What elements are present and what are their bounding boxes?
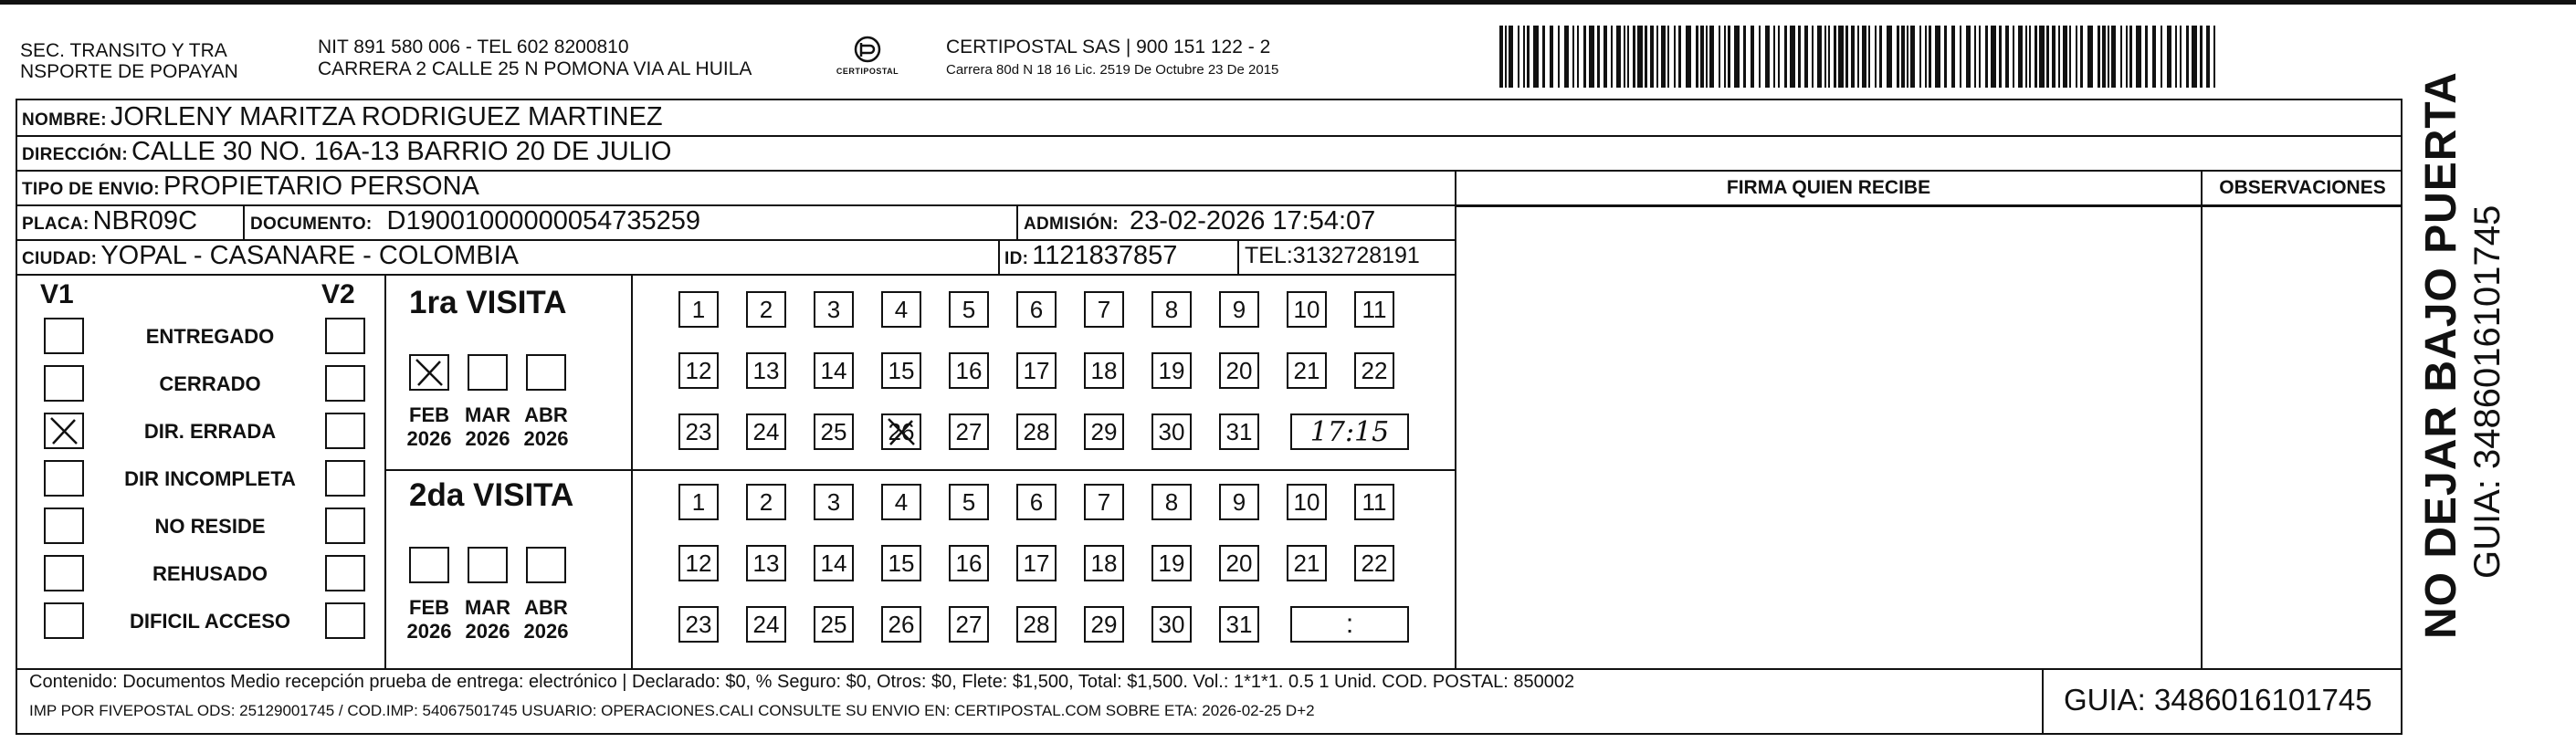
v2-checkbox[interactable] — [325, 460, 365, 497]
ciudad-row — [22, 241, 519, 271]
day-box[interactable]: 29 — [1084, 606, 1124, 643]
day-box[interactable]: 2 — [746, 291, 786, 328]
status-label: CERRADO — [159, 372, 261, 395]
direccion-label: DIRECCIÓN: — [22, 145, 128, 164]
obs-left-divider — [2201, 170, 2203, 670]
month-label: FEB 2026 — [406, 403, 452, 450]
placa-value: NBR09C — [92, 206, 198, 235]
placa-label: PLACA: — [22, 215, 89, 234]
month-label: ABR 2026 — [523, 403, 569, 450]
placa-divider — [243, 204, 245, 239]
day-box[interactable]: 2 — [746, 484, 786, 520]
day-box[interactable]: 8 — [1151, 484, 1192, 520]
day-box[interactable]: 30 — [1151, 606, 1192, 643]
status-label: REHUSADO — [152, 562, 268, 585]
v1-header: V1 — [40, 279, 74, 309]
documento-row — [250, 206, 700, 236]
day-box[interactable]: 15 — [881, 352, 921, 389]
id-row — [1004, 241, 1177, 271]
day-box[interactable]: 13 — [746, 352, 786, 389]
firma-left-divider — [1455, 170, 1456, 670]
day-box[interactable]: 10 — [1287, 484, 1327, 520]
month-checkbox[interactable] — [526, 547, 566, 583]
day-box[interactable]: 9 — [1219, 291, 1259, 328]
day-box[interactable]: 15 — [881, 545, 921, 581]
day-box[interactable]: 7 — [1084, 484, 1124, 520]
day-box[interactable]: 20 — [1219, 352, 1259, 389]
tipo-label: TIPO DE ENVIO: — [22, 180, 160, 199]
tel-value: 3132728191 — [1292, 243, 1420, 268]
admision-divider — [1016, 204, 1018, 239]
month-checkbox[interactable] — [409, 354, 449, 391]
month-checkbox[interactable] — [526, 354, 566, 391]
barcode — [1498, 26, 2219, 92]
day-box[interactable]: 26 — [881, 413, 921, 450]
month-label: MAR 2026 — [464, 596, 511, 643]
observaciones-header: OBSERVACIONES — [2219, 177, 2386, 198]
admision-row — [1024, 206, 1375, 236]
first-visit-title: 1ra VISITA — [409, 285, 567, 320]
day-box[interactable]: 25 — [814, 606, 854, 643]
day-box[interactable]: 24 — [746, 606, 786, 643]
day-box[interactable]: 21 — [1287, 545, 1327, 581]
month-label: FEB 2026 — [406, 596, 452, 643]
v1-checkbox[interactable] — [44, 413, 84, 449]
day-box[interactable]: 4 — [881, 291, 921, 328]
sender-nit: NIT 891 580 006 - TEL 602 8200810 — [318, 37, 629, 58]
day-box[interactable]: 16 — [949, 545, 989, 581]
day-box[interactable]: 23 — [678, 413, 719, 450]
time-value: : — [1345, 609, 1354, 639]
month-label: MAR 2026 — [464, 403, 511, 450]
month-checkbox[interactable] — [468, 354, 508, 391]
id-label: ID: — [1004, 249, 1029, 268]
sender-name-line2: NSPORTE DE POPAYAN — [20, 61, 238, 82]
ciudad-label: CIUDAD: — [22, 249, 98, 268]
day-box[interactable]: 26 — [881, 606, 921, 643]
day-box[interactable]: 7 — [1084, 291, 1124, 328]
v1-checkbox[interactable] — [44, 508, 84, 544]
sender-address: CARRERA 2 CALLE 25 N POMONA VIA AL HUILA — [318, 58, 752, 79]
v2-header: V2 — [321, 279, 355, 309]
row-line-4 — [1455, 205, 2403, 207]
day-box[interactable]: 3 — [814, 291, 854, 328]
day-box[interactable]: 25 — [814, 413, 854, 450]
day-box[interactable]: 6 — [1016, 291, 1057, 328]
status-label: DIFICIL ACCESO — [129, 610, 290, 633]
day-box[interactable]: 16 — [949, 352, 989, 389]
month-label: ABR 2026 — [523, 596, 569, 643]
company-info: CERTIPOSTAL SAS | 900 151 122 - 2 — [946, 37, 1271, 58]
time-value: 17:15 — [1309, 415, 1390, 448]
second-visit-title: 2da VISITA — [409, 477, 574, 513]
top-border — [0, 0, 2576, 5]
tel-label: TEL: — [1245, 243, 1293, 268]
day-box[interactable]: 22 — [1354, 545, 1394, 581]
v1-checkbox[interactable] — [44, 318, 84, 354]
day-box[interactable]: 22 — [1354, 352, 1394, 389]
day-box[interactable]: 19 — [1151, 545, 1192, 581]
day-box[interactable]: 9 — [1219, 484, 1259, 520]
documento-label: DOCUMENTO: — [250, 215, 373, 234]
no-dejar-bajo-puerta: NO DEJAR BAJO PUERTA — [2417, 71, 2466, 639]
day-box[interactable]: 1 — [678, 484, 719, 520]
v1-checkbox[interactable] — [44, 555, 84, 591]
day-box[interactable]: 1 — [678, 291, 719, 328]
company-license: Carrera 80d N 18 16 Lic. 2519 De Octubre 23 De 2015 — [946, 62, 1279, 78]
tel-divider — [1237, 239, 1239, 274]
months-days-divider — [631, 274, 633, 668]
row-line-6 — [16, 274, 1455, 276]
day-box[interactable]: 12 — [678, 545, 719, 581]
day-box[interactable]: 14 — [814, 545, 854, 581]
status-label: NO RESIDE — [154, 515, 266, 538]
day-box[interactable]: 20 — [1219, 545, 1259, 581]
day-box[interactable]: 29 — [1084, 413, 1124, 450]
certipostal-logo — [831, 33, 904, 80]
nombre-label: NOMBRE: — [22, 110, 107, 130]
nombre-row — [22, 102, 663, 132]
day-box[interactable]: 18 — [1084, 352, 1124, 389]
day-box[interactable]: 11 — [1354, 291, 1394, 328]
month-checkbox[interactable] — [409, 547, 449, 583]
day-box[interactable]: 12 — [678, 352, 719, 389]
admision-label: ADMISIÓN: — [1024, 215, 1120, 234]
status-label: DIR INCOMPLETA — [124, 467, 296, 490]
footer-guia-divider — [2042, 668, 2044, 735]
day-box[interactable]: 6 — [1016, 484, 1057, 520]
month-checkbox[interactable] — [468, 547, 508, 583]
firma-header: FIRMA QUIEN RECIBE — [1726, 177, 1931, 198]
day-box[interactable]: 3 — [814, 484, 854, 520]
day-box[interactable]: 11 — [1354, 484, 1394, 520]
direccion-value: CALLE 30 NO. 16A-13 BARRIO 20 DE JULIO — [131, 137, 672, 166]
day-box[interactable]: 27 — [949, 606, 989, 643]
logo-wordmark: CERTIPOSTAL — [836, 67, 899, 76]
day-box[interactable]: 24 — [746, 413, 786, 450]
footer-guia-number: GUIA: 3486016101745 — [2064, 683, 2372, 717]
day-box[interactable]: 8 — [1151, 291, 1192, 328]
admision-value: 23-02-2026 17:54:07 — [1130, 206, 1376, 235]
day-box[interactable]: 23 — [678, 606, 719, 643]
direccion-row — [22, 137, 671, 167]
visit-split-line — [384, 469, 1456, 471]
day-box[interactable]: 21 — [1287, 352, 1327, 389]
nombre-value: JORLENY MARITZA RODRIGUEZ MARTINEZ — [110, 102, 663, 131]
v2-checkbox[interactable] — [325, 602, 365, 639]
day-box[interactable]: 13 — [746, 545, 786, 581]
day-box[interactable]: 27 — [949, 413, 989, 450]
day-box[interactable]: 28 — [1016, 413, 1057, 450]
status-label: ENTREGADO — [145, 325, 275, 348]
footer-line — [16, 668, 2403, 670]
tipo-value: PROPIETARIO PERSONA — [163, 172, 479, 201]
time-box[interactable] — [1290, 606, 1409, 643]
v1-checkbox[interactable] — [44, 460, 84, 497]
day-box[interactable]: 19 — [1151, 352, 1192, 389]
day-box[interactable]: 5 — [949, 291, 989, 328]
v1-checkbox[interactable] — [44, 365, 84, 402]
day-box[interactable]: 31 — [1219, 606, 1259, 643]
tipo-row — [22, 172, 479, 202]
day-box[interactable]: 10 — [1287, 291, 1327, 328]
status-visits-divider — [384, 274, 386, 668]
tel-row — [1245, 243, 1420, 269]
ciudad-value: YOPAL - CASANARE - COLOMBIA — [100, 241, 519, 270]
day-box[interactable]: 14 — [814, 352, 854, 389]
footer-content-line: Contenido: Documentos Medio recepción prueba de entrega: electrónico | Declarado: $0, % Seguro: $0, Otros: $0, Flete: $1,500, Total: $1,500. Vol.: 1*1*1. 0.5 1 Unid. COD. POSTAL: 850002 — [29, 672, 1575, 692]
sender-name-line1: SEC. TRANSITO Y TRA — [20, 40, 227, 61]
v2-checkbox[interactable] — [325, 555, 365, 591]
status-label: DIR. ERRADA — [143, 420, 277, 443]
footer-print-line: IMP POR FIVEPOSTAL ODS: 25129001745 / COD.IMP: 54067501745 USUARIO: OPERACIONES.CALI CONSULTE SU ENVIO EN: CERTIPOSTAL.COM SOBRE ETA: 2026-02-25 D+2 — [29, 702, 1315, 719]
day-box[interactable]: 18 — [1084, 545, 1124, 581]
day-box[interactable]: 28 — [1016, 606, 1057, 643]
v2-checkbox[interactable] — [325, 365, 365, 402]
v2-checkbox[interactable] — [325, 508, 365, 544]
day-box[interactable]: 30 — [1151, 413, 1192, 450]
day-box[interactable]: 4 — [881, 484, 921, 520]
day-box[interactable]: 17 — [1016, 352, 1057, 389]
side-guia-number: GUIA: 3486016101745 — [2467, 204, 2508, 579]
documento-value: D19001000000054735259 — [386, 206, 701, 235]
v2-checkbox[interactable] — [325, 318, 365, 354]
time-box[interactable] — [1290, 413, 1409, 450]
v1-checkbox[interactable] — [44, 602, 84, 639]
id-divider — [998, 239, 1000, 274]
day-box[interactable]: 5 — [949, 484, 989, 520]
day-box[interactable]: 17 — [1016, 545, 1057, 581]
placa-row — [22, 206, 197, 236]
v2-checkbox[interactable] — [325, 413, 365, 449]
day-box[interactable]: 31 — [1219, 413, 1259, 450]
id-value: 1121837857 — [1032, 241, 1178, 270]
